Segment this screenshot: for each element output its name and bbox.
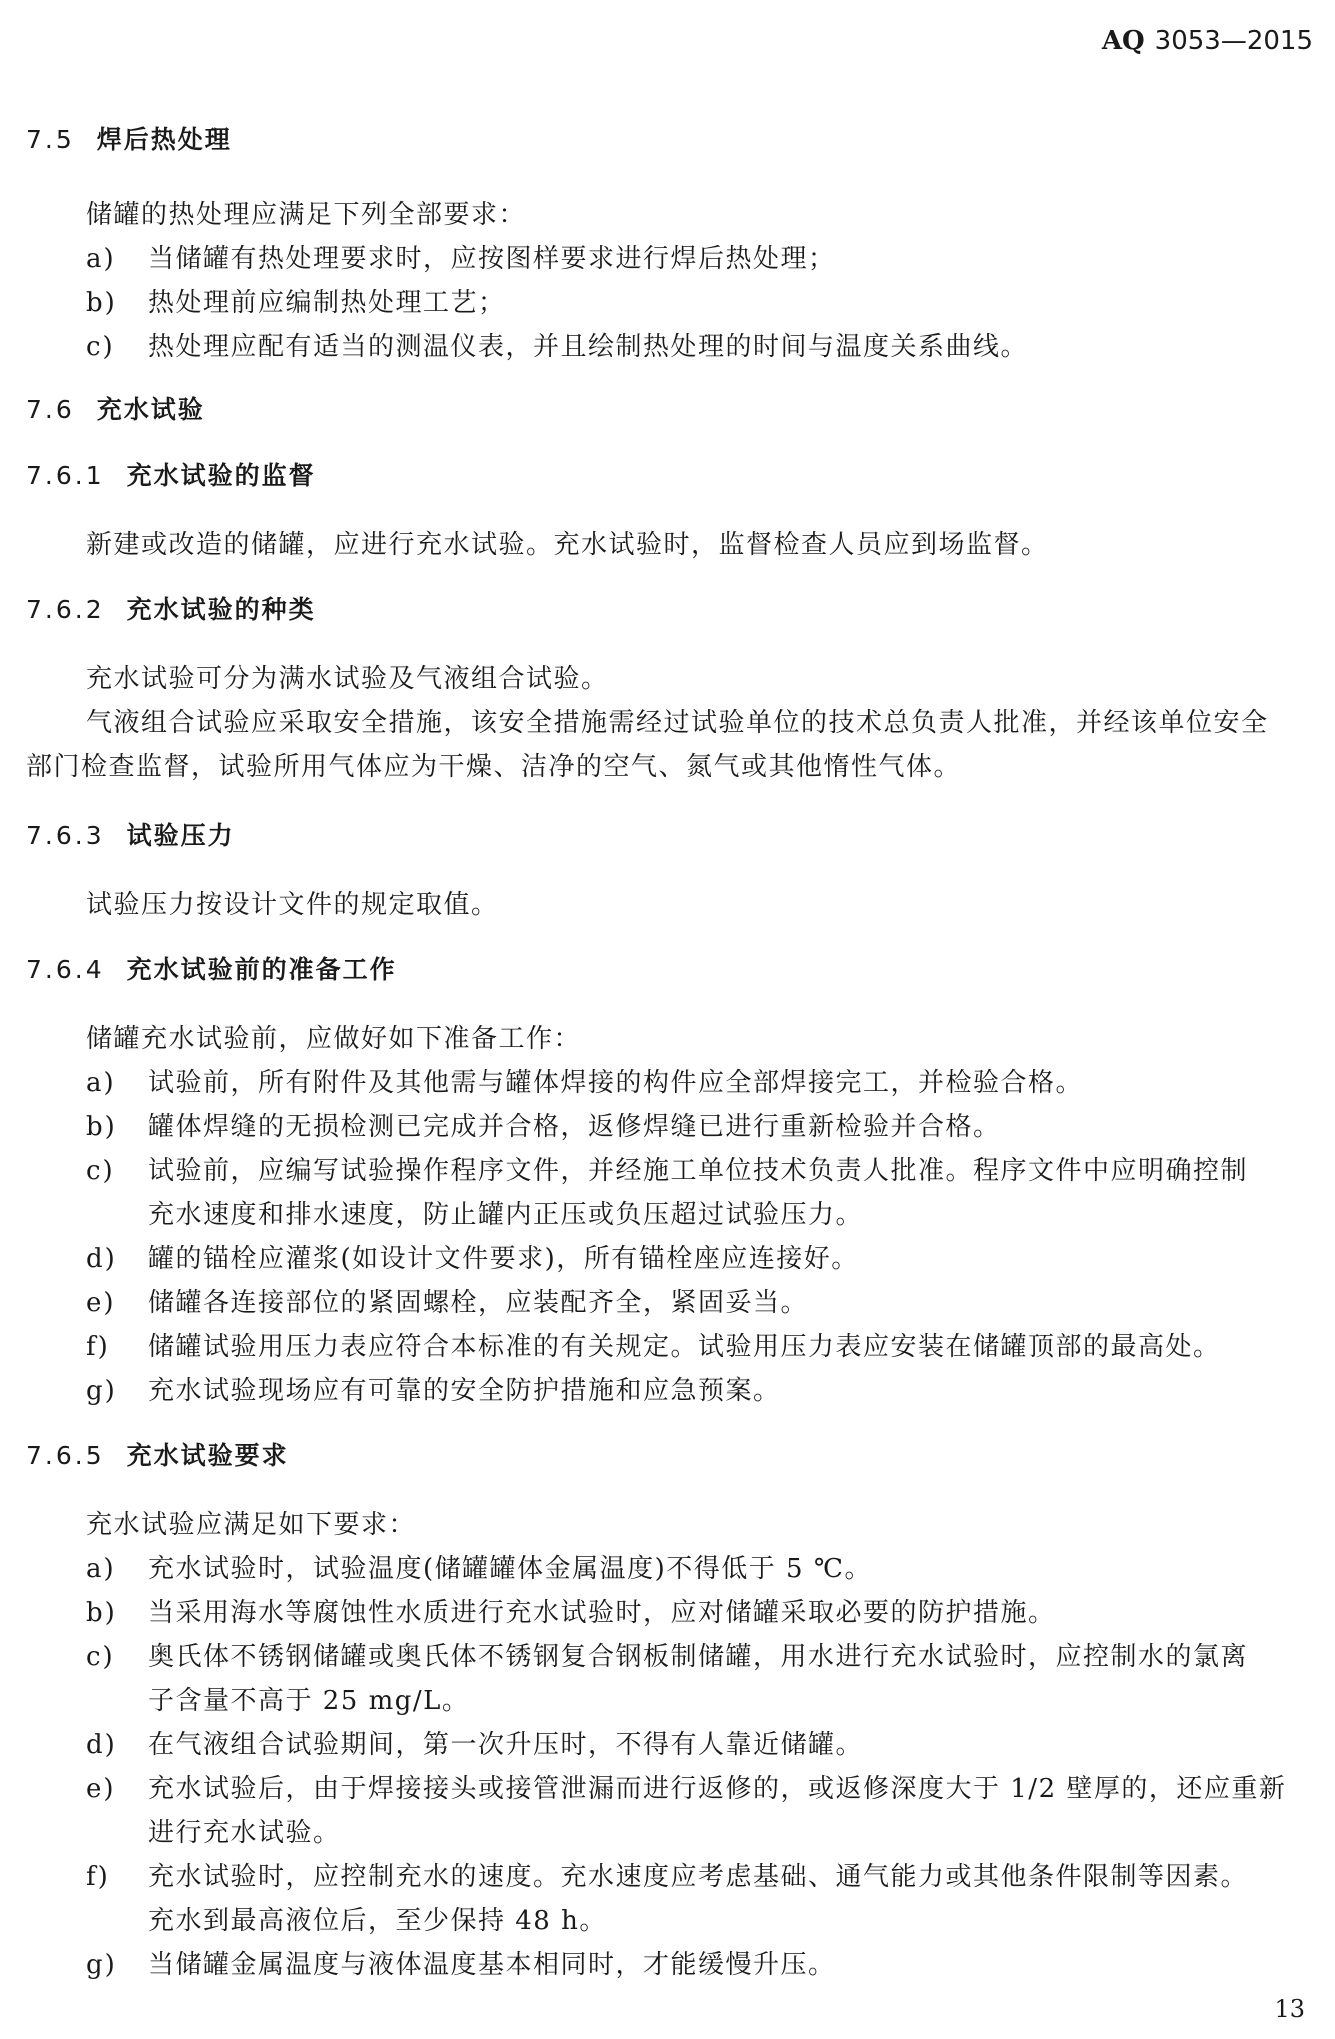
section-heading-7-6: 7.6 充水试验: [26, 395, 205, 424]
list-item: b) 当采用海水等腐蚀性水质进行充水试验时，应对储罐采取必要的防护措施。: [86, 1598, 1056, 1628]
list-item-continuation: 充水到最高液位后，至少保持 48 h。: [148, 1906, 607, 1936]
standard-number: 3053—2015: [1154, 26, 1313, 56]
section-heading-7-6-4: 7.6.4 充水试验前的准备工作: [26, 955, 397, 984]
paragraph: 试验压力按设计文件的规定取值。: [86, 890, 499, 920]
paragraph: 新建或改造的储罐，应进行充水试验。充水试验时，监督检查人员应到场监督。: [86, 530, 1049, 560]
paragraph: 储罐充水试验前，应做好如下准备工作：: [86, 1024, 582, 1054]
section-heading-7-5: 7.5 焊后热处理: [26, 125, 232, 154]
list-item: a) 当储罐有热处理要求时，应按图样要求进行焊后热处理；: [86, 244, 836, 274]
list-item: g) 充水试验现场应有可靠的安全防护措施和应急预案。: [86, 1376, 781, 1406]
list-item: c) 热处理应配有适当的测温仪表，并且绘制热处理的时间与温度关系曲线。: [86, 332, 1029, 362]
list-item: e) 储罐各连接部位的紧固螺栓，应装配齐全，紧固妥当。: [86, 1288, 809, 1318]
section-heading-7-6-1: 7.6.1 充水试验的监督: [26, 461, 316, 490]
paragraph: 气液组合试验应采取安全措施，该安全措施需经过试验单位的技术总负责人批准，并经该单位安全: [86, 708, 1269, 738]
list-item: f) 充水试验时，应控制充水的速度。充水速度应考虑基础、通气能力或其他条件限制等因素。: [86, 1862, 1249, 1892]
page-header: [1102, 26, 1313, 56]
list-item: d) 在气液组合试验期间，第一次升压时，不得有人靠近储罐。: [86, 1730, 864, 1760]
standard-code: AQ: [1101, 26, 1145, 56]
list-item: d) 罐的锚栓应灌浆(如设计文件要求)，所有锚栓座应连接好。: [86, 1244, 859, 1274]
list-item: a) 试验前，所有附件及其他需与罐体焊接的构件应全部焊接完工，并检验合格。: [86, 1068, 1084, 1098]
list-item: c) 试验前，应编写试验操作程序文件，并经施工单位技术负责人批准。程序文件中应明确控制: [86, 1156, 1249, 1186]
list-item: a) 充水试验时，试验温度(储罐罐体金属温度)不得低于 5 ℃。: [86, 1554, 872, 1584]
section-heading-7-6-3: 7.6.3 试验压力: [26, 821, 235, 850]
list-item: c) 奥氏体不锈钢储罐或奥氏体不锈钢复合钢板制储罐，用水进行充水试验时，应控制水的氯离: [86, 1642, 1249, 1672]
paragraph-continuation: 部门检查监督，试验所用气体应为干燥、洁净的空气、氮气或其他惰性气体。: [26, 752, 962, 782]
paragraph: 储罐的热处理应满足下列全部要求：: [86, 200, 527, 230]
paragraph: 充水试验可分为满水试验及气液组合试验。: [86, 664, 609, 694]
list-item-continuation: 充水速度和排水速度，防止罐内正压或负压超过试验压力。: [148, 1200, 864, 1230]
list-item: f) 储罐试验用压力表应符合本标准的有关规定。试验用压力表应安装在储罐顶部的最高处。: [86, 1332, 1221, 1362]
paragraph: 充水试验应满足如下要求：: [86, 1510, 417, 1540]
section-heading-7-6-5: 7.6.5 充水试验要求: [26, 1441, 289, 1470]
page-number: 13: [1274, 1995, 1305, 2023]
list-item: b) 罐体焊缝的无损检测已完成并合格，返修焊缝已进行重新检验并合格。: [86, 1112, 1001, 1142]
section-heading-7-6-2: 7.6.2 充水试验的种类: [26, 595, 316, 624]
list-item: b) 热处理前应编制热处理工艺；: [86, 288, 506, 318]
list-item: e) 充水试验后，由于焊接接头或接管泄漏而进行返修的，或返修深度大于 1/2 壁厚的，还应重新: [86, 1774, 1287, 1804]
list-item-continuation: 进行充水试验。: [148, 1818, 341, 1848]
list-item: g) 当储罐金属温度与液体温度基本相同时，才能缓慢升压。: [86, 1950, 836, 1980]
list-item-continuation: 子含量不高于 25 mg/L。: [148, 1686, 470, 1716]
